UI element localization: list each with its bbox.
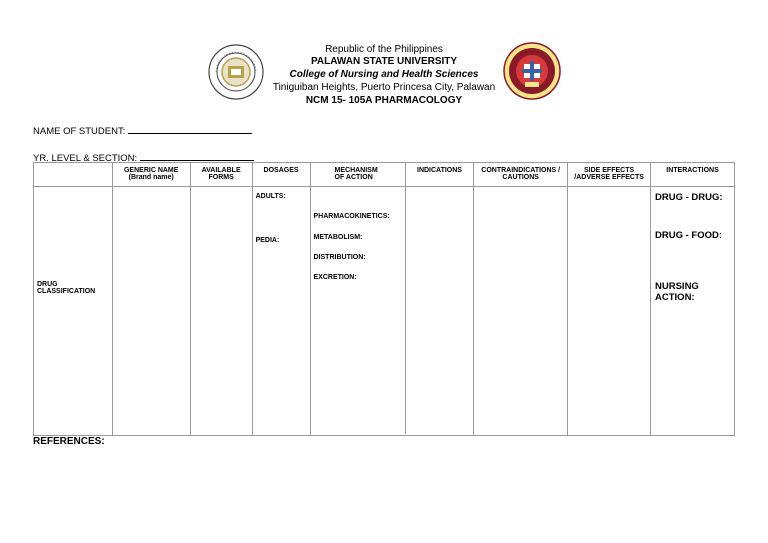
drug-food-label: DRUG - FOOD: <box>655 230 723 241</box>
header-cell-interactions: INTERACTIONS <box>651 163 735 187</box>
adults-label: ADULTS: <box>255 193 286 200</box>
section-label: YR. LEVEL & SECTION: <box>33 153 138 164</box>
nursing-action-label: NURSING ACTION: <box>655 281 699 303</box>
indications-header-label: INDICATIONS <box>417 167 462 174</box>
header-cell-generic-name: GENERIC NAME (Brand name) <box>112 163 190 187</box>
header-cell-drug-classification <box>34 163 113 187</box>
student-name-field <box>33 123 252 137</box>
references-label: REFERENCES: <box>33 436 105 447</box>
drug-classification-label: DRUG CLASSIFICATION <box>37 281 96 295</box>
contraindications-cell[interactable] <box>474 187 568 436</box>
student-name-label: NAME OF STUDENT: <box>33 126 126 137</box>
header-cell-dosages: DOSAGES <box>252 163 310 187</box>
excretion-label: EXCRETION: <box>313 274 357 281</box>
section-blank[interactable] <box>140 150 254 161</box>
drug-drug-label: DRUG - DRUG: <box>655 192 723 203</box>
header-course: NCM 15- 105A PHARMACOLOGY <box>305 95 463 106</box>
pedia-label: PEDIA: <box>255 237 280 244</box>
header-college: College of Nursing and Health Sciences <box>289 69 479 80</box>
generic-name-cell[interactable] <box>112 187 190 436</box>
header-cell-contraindications: CONTRAINDICATIONS / CAUTIONS <box>474 163 568 187</box>
distribution-label: DISTRIBUTION: <box>313 254 366 261</box>
header-university: PALAWAN STATE UNIVERSITY <box>310 56 458 67</box>
metabolism-label: METABOLISM: <box>313 234 363 241</box>
interactions-cell[interactable] <box>651 187 735 436</box>
drug-classification-cell[interactable] <box>34 187 113 436</box>
table-header-row <box>34 163 735 187</box>
table-body-row <box>34 187 735 436</box>
indications-column <box>405 162 473 434</box>
side-effects-cell[interactable] <box>568 187 651 436</box>
drug-study-table <box>33 162 735 436</box>
available-forms-cell[interactable] <box>190 187 252 436</box>
header-cell-side-effects: SIDE EFFECTS /ADVERSE EFFECTS <box>568 163 651 187</box>
dosages-cell[interactable] <box>252 187 310 436</box>
header-address: Tiniguiban Heights, Puerto Princesa City, Palawan <box>272 82 496 93</box>
header-cell-mechanism: MECHANISM OF ACTION <box>310 163 474 187</box>
pharmacokinetics-label: PHARMACOKINETICS: <box>313 213 390 220</box>
header-cell-available-forms: AVAILABLE FORMS <box>190 163 252 187</box>
student-name-blank[interactable] <box>128 123 252 134</box>
header-republic: Republic of the Philippines <box>325 44 443 55</box>
